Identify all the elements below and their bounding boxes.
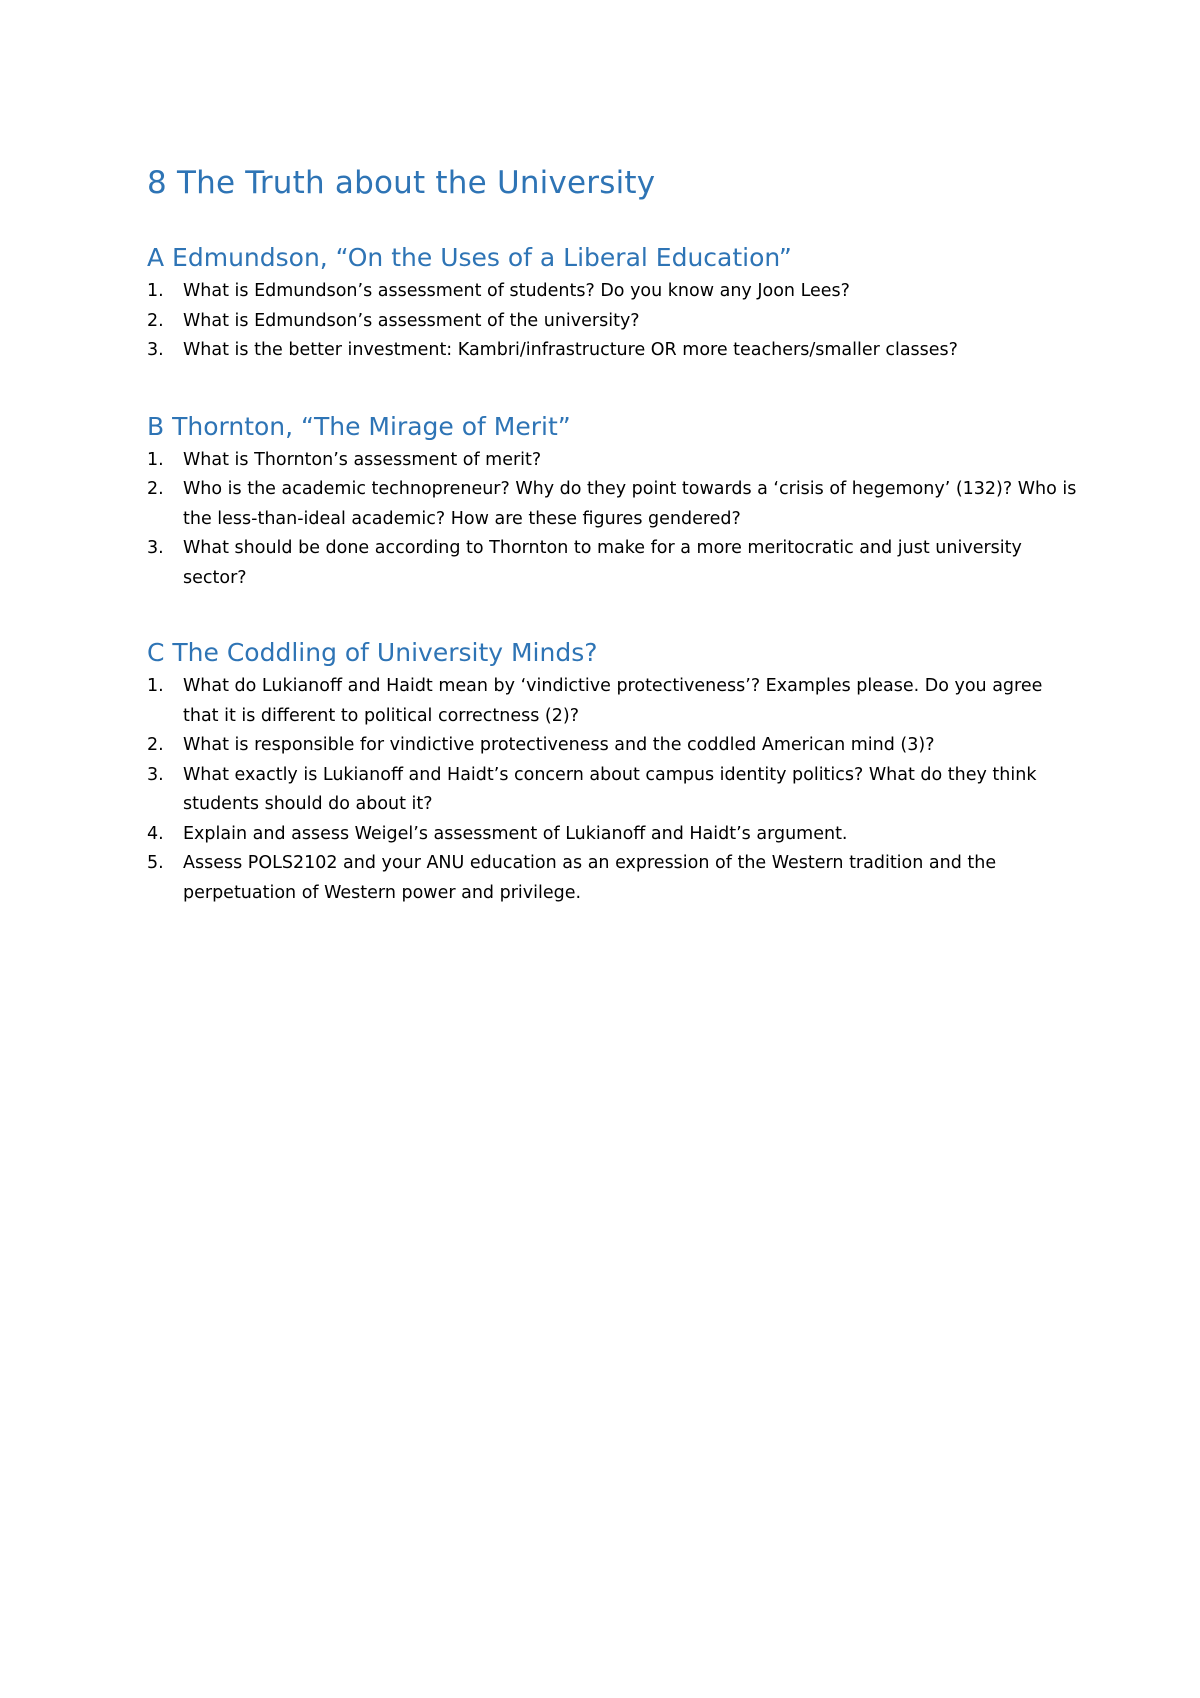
question-text: What is Edmundson’s assessment of the university? bbox=[183, 310, 640, 331]
question-item bbox=[147, 731, 1077, 761]
section-heading: C The Coddling of University Minds? bbox=[147, 638, 598, 668]
question-number: 1. bbox=[147, 676, 164, 697]
section-heading: B Thornton, “The Mirage of Merit” bbox=[147, 411, 571, 441]
question-text: Explain and assess Weigel’s assessment of Lukianoff and Haidt’s argument. bbox=[183, 823, 848, 844]
question-item bbox=[147, 849, 1077, 908]
question-number: 2. bbox=[147, 735, 164, 756]
question-number: 4. bbox=[147, 823, 164, 844]
question-item bbox=[147, 277, 1077, 307]
document-content bbox=[147, 165, 1077, 908]
question-number: 3. bbox=[147, 538, 164, 559]
question-text: What is the better investment: Kambri/infrastructure OR more teachers/smaller classes? bbox=[183, 340, 958, 361]
question-text: What is Edmundson’s assessment of students? Do you know any Joon Lees? bbox=[183, 281, 850, 302]
question-item bbox=[147, 446, 1077, 476]
section-heading: A Edmundson, “On the Uses of a Liberal Education” bbox=[147, 243, 792, 273]
question-item bbox=[147, 475, 1077, 534]
question-item bbox=[147, 761, 1077, 820]
question-item bbox=[147, 307, 1077, 337]
question-list bbox=[147, 277, 1077, 366]
question-list bbox=[147, 672, 1077, 908]
question-text: What should be done according to Thornton to make for a more meritocratic and just university sector? bbox=[183, 538, 1022, 588]
question-number: 2. bbox=[147, 479, 164, 500]
question-number: 2. bbox=[147, 310, 164, 331]
question-number: 1. bbox=[147, 281, 164, 302]
question-number: 5. bbox=[147, 853, 164, 874]
question-text: What is Thornton’s assessment of merit? bbox=[183, 449, 542, 470]
section-coddling bbox=[147, 638, 1077, 908]
question-item bbox=[147, 820, 1077, 850]
question-item bbox=[147, 534, 1077, 593]
question-text: What do Lukianoff and Haidt mean by ‘vindictive protectiveness’? Examples please. Do you agree that it is different to political correctness (2)? bbox=[183, 676, 1043, 726]
section-thornton bbox=[147, 412, 1077, 594]
question-text: Assess POLS2102 and your ANU education as an expression of the Western tradition and the perpetuation of Western power and privilege. bbox=[183, 853, 997, 903]
question-number: 1. bbox=[147, 449, 164, 470]
question-list bbox=[147, 446, 1077, 594]
section-edmundson bbox=[147, 243, 1077, 366]
question-item bbox=[147, 672, 1077, 731]
question-number: 3. bbox=[147, 340, 164, 361]
question-text: Who is the academic technopreneur? Why do they point towards a ‘crisis of hegemony’ (132)? Who is the less-than-ideal academic? How are these figures gendered? bbox=[183, 479, 1077, 529]
question-item bbox=[147, 336, 1077, 366]
page-title: 8 The Truth about the University bbox=[147, 165, 656, 201]
question-number: 3. bbox=[147, 764, 164, 785]
question-text: What exactly is Lukianoff and Haidt’s concern about campus identity politics? What do they think students should do about it? bbox=[183, 764, 1037, 815]
question-text: What is responsible for vindictive protectiveness and the coddled American mind (3)? bbox=[183, 735, 935, 756]
